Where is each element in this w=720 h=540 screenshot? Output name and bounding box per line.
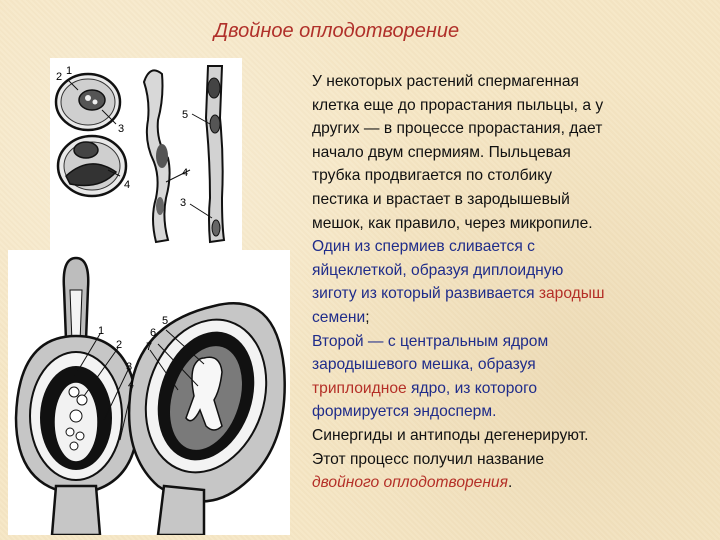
pollen-diagram — [50, 58, 242, 252]
label-2: 2 — [56, 71, 63, 83]
label-1: 1 — [66, 65, 73, 77]
text-line — [312, 282, 712, 306]
label-5: 5 — [182, 109, 189, 121]
description-text — [312, 70, 712, 495]
text-segment: . — [507, 474, 513, 492]
ovule-diagram — [8, 250, 290, 535]
text-line: клетка еще до прорастания пыльцы, а у — [312, 96, 604, 114]
text-line: Этот процесс получил название — [312, 450, 545, 468]
text-segment: зиготу из который развивается — [312, 285, 539, 303]
label-2: 2 — [116, 339, 123, 351]
text-line: начало двум спермиям. Пыльцевая — [312, 143, 571, 161]
ovule-figure — [8, 250, 290, 535]
text-line: других — в процессе прорастания, дает — [312, 120, 603, 138]
pollen-figure — [50, 58, 242, 252]
highlight-triploid: триплоидное — [312, 379, 407, 397]
label-4: 4 — [124, 179, 131, 191]
label-3: 3 — [126, 361, 133, 373]
highlight-zarodysh: зародыш — [538, 285, 605, 303]
text-line — [312, 377, 712, 401]
label-6: 6 — [150, 327, 157, 339]
text-line: Один из спермиев сливается с — [312, 238, 535, 256]
label-4: 4 — [128, 379, 135, 391]
text-line: яйцеклеткой, образуя диплоидную — [312, 261, 564, 279]
text-line — [312, 306, 712, 330]
label-3: 3 — [118, 123, 125, 135]
highlight-double-fertilization: двойного оплодотворения — [312, 474, 508, 492]
text-line: трубка продвигается по столбику — [312, 167, 553, 185]
text-line — [312, 471, 712, 495]
text-line: Синергиды и антиподы дегенерируют. — [312, 426, 589, 444]
text-line: У некоторых растений спермагенная — [312, 73, 579, 90]
label-3b: 3 — [180, 197, 187, 209]
text-line: формируется эндосперм. — [312, 403, 497, 421]
text-segment: ; — [365, 308, 370, 326]
text-segment: семени — [312, 308, 366, 326]
slide-title: Двойное оплодотворение — [214, 20, 460, 42]
label-1: 1 — [98, 325, 105, 337]
label-4b: 4 — [182, 167, 189, 179]
label-5: 5 — [162, 315, 169, 327]
label-7: 7 — [146, 341, 153, 353]
text-line: Второй — с центральным ядром — [312, 332, 549, 350]
text-line: зародышевого мешка, образуя — [312, 356, 536, 374]
text-segment: ядро, из которого — [406, 379, 538, 397]
text-line: мешок, как правило, через микропиле. — [312, 214, 593, 232]
text-line: пестика и врастает в зародышевый — [312, 190, 570, 208]
